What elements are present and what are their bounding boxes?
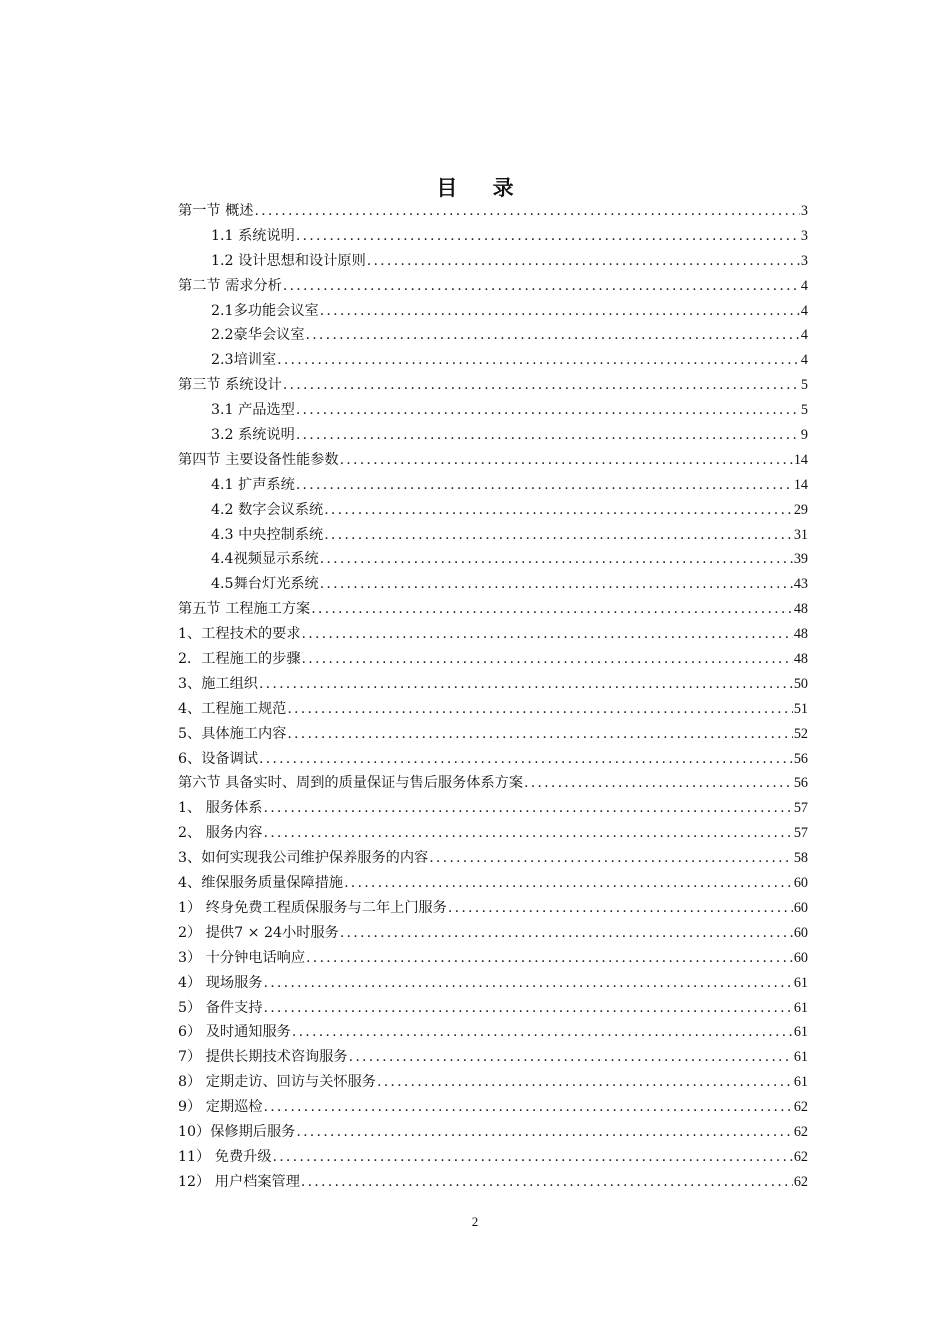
toc-entry-title: 4.5舞台灯光系统	[211, 576, 319, 593]
toc-entry[interactable]	[178, 897, 808, 922]
toc-entry-title: 第五节 工程施工方案	[178, 601, 311, 618]
toc-entry-page: 62	[793, 1099, 808, 1116]
dot-leader	[277, 352, 800, 368]
dot-leader	[448, 900, 793, 916]
toc-entry[interactable]	[178, 1121, 808, 1146]
toc-entry-title: 5、具体施工内容	[178, 725, 287, 742]
dot-leader	[324, 527, 793, 543]
dot-leader	[296, 402, 800, 418]
toc-entry[interactable]	[178, 723, 808, 748]
toc-entry-title: 4.3 中央控制系统	[211, 526, 324, 543]
toc-entry[interactable]	[178, 922, 808, 947]
toc-entry-page: 39	[793, 551, 808, 568]
toc-entry[interactable]	[178, 200, 808, 225]
toc-entry-title: 第六节 具备实时、周到的质量保证与售后服务体系方案	[178, 775, 524, 792]
toc-entry-page: 62	[793, 1173, 808, 1190]
toc-entry-page: 60	[793, 899, 808, 916]
toc-entry-title: 2） 提供7 × 24小时服务	[178, 924, 339, 941]
toc-entry-page: 62	[793, 1123, 808, 1140]
dot-leader	[283, 278, 800, 294]
dot-leader	[349, 1049, 793, 1065]
toc-entry-title: 4.2 数字会议系统	[211, 501, 324, 518]
toc-entry-title: 1、 服务体系	[178, 800, 263, 817]
dot-leader	[273, 1149, 793, 1165]
toc-entry-title: 2.2豪华会议室	[211, 327, 305, 344]
toc-entry[interactable]	[178, 623, 808, 648]
toc-entry-page: 61	[793, 1049, 808, 1066]
toc-entry[interactable]	[178, 1021, 808, 1046]
toc-entry[interactable]	[178, 648, 808, 673]
toc-entry-page: 14	[793, 476, 808, 493]
toc-entry[interactable]	[178, 374, 808, 399]
toc-entry-title: 4、维保服务质量保障措施	[178, 875, 344, 892]
toc-entry[interactable]	[178, 772, 808, 797]
toc-entry-page: 14	[793, 451, 808, 468]
toc-entry-page: 31	[793, 526, 808, 543]
toc-entry[interactable]	[178, 748, 808, 773]
toc-entry[interactable]	[178, 673, 808, 698]
toc-entry[interactable]	[178, 424, 808, 449]
dot-leader	[324, 502, 793, 518]
toc-entry-page: 58	[793, 850, 808, 867]
dot-leader	[524, 775, 793, 791]
dot-leader	[263, 825, 792, 841]
toc-entry[interactable]	[178, 324, 808, 349]
dot-leader	[377, 1074, 793, 1090]
dot-leader	[344, 875, 793, 891]
toc-entry[interactable]	[178, 1071, 808, 1096]
toc-entry[interactable]	[178, 250, 808, 275]
toc-entry[interactable]	[178, 573, 808, 598]
toc-title: 目 录	[436, 175, 528, 200]
toc-entry-page: 60	[793, 875, 808, 892]
toc-entry[interactable]	[178, 797, 808, 822]
toc-entry[interactable]	[178, 972, 808, 997]
toc-entry-title: 3、施工组织	[178, 675, 258, 692]
toc-entry[interactable]	[178, 524, 808, 549]
dot-leader	[259, 676, 793, 692]
toc-entry-page: 48	[793, 651, 808, 668]
toc-entry-title: 1.2 设计思想和设计原则	[211, 252, 366, 269]
toc-entry-title: 7） 提供长期技术咨询服务	[178, 1049, 348, 1066]
toc-entry-title: 第四节 主要设备性能参数	[178, 451, 339, 468]
toc-entry-title: 4.1 扩声系统	[211, 476, 295, 493]
toc-entry-page: 4	[800, 302, 808, 319]
dot-leader	[263, 975, 792, 991]
dot-leader	[340, 452, 793, 468]
toc-entry-page: 4	[800, 277, 808, 294]
toc-entry[interactable]	[178, 275, 808, 300]
dot-leader	[287, 726, 792, 742]
toc-entry-page: 52	[793, 725, 808, 742]
toc-entry-page: 29	[793, 501, 808, 518]
toc-entry[interactable]	[178, 847, 808, 872]
toc-entry-page: 60	[793, 949, 808, 966]
toc-entry-page: 61	[793, 974, 808, 991]
toc-entry-title: 3.1 产品选型	[211, 402, 295, 419]
toc-entry-page: 3	[800, 252, 808, 269]
dot-leader	[302, 651, 793, 667]
toc-entry-page: 5	[800, 402, 808, 419]
toc-entry-title: 4.4视频显示系统	[211, 551, 319, 568]
toc-entry-title: 11） 免费升级	[178, 1148, 272, 1165]
toc-entry[interactable]	[178, 548, 808, 573]
dot-leader	[263, 800, 792, 816]
toc-entry[interactable]	[178, 399, 808, 424]
toc-entry-page: 9	[800, 427, 808, 444]
toc-entry[interactable]	[178, 225, 808, 250]
toc-entry-page: 57	[793, 800, 808, 817]
toc-entry-page: 56	[793, 750, 808, 767]
toc-entry-title: 10）保修期后服务	[178, 1123, 296, 1140]
toc-entry-title: 第一节 概述	[178, 203, 254, 219]
toc-entry-page: 5	[800, 377, 808, 394]
toc-entry[interactable]	[178, 872, 808, 897]
toc-entry-title: 2．工程施工的步骤	[178, 651, 301, 668]
toc-entry[interactable]	[178, 947, 808, 972]
dot-leader	[306, 950, 793, 966]
dot-leader	[311, 601, 793, 617]
toc-entry-title: 2.3培训室	[211, 352, 277, 369]
toc-entry-title: 1、工程技术的要求	[178, 626, 301, 643]
dot-leader	[296, 228, 800, 244]
dot-leader	[283, 377, 800, 393]
toc-entry-page: 4	[800, 327, 808, 344]
toc-entry[interactable]	[178, 349, 808, 374]
page-number: 2	[471, 1214, 479, 1229]
toc-entry[interactable]	[178, 822, 808, 847]
toc-entry-page: 48	[793, 601, 808, 618]
toc-entry-page: 60	[793, 924, 808, 941]
toc-entry[interactable]	[178, 698, 808, 723]
toc-entry-page: 62	[793, 1148, 808, 1165]
toc-entry[interactable]	[178, 1096, 808, 1121]
toc-entry-title: 1.1 系统说明	[211, 227, 295, 244]
toc-entry-page: 61	[793, 1024, 808, 1041]
toc-entry-page: 43	[793, 576, 808, 593]
toc-entry-title: 第三节 系统设计	[178, 377, 282, 394]
dot-leader	[320, 576, 793, 592]
toc-entry-title: 9） 定期巡检	[178, 1099, 263, 1116]
toc-entry-page: 3	[800, 203, 808, 219]
toc-entry-page: 48	[793, 626, 808, 643]
toc-entry[interactable]	[178, 1171, 808, 1196]
dot-leader	[254, 203, 799, 219]
toc-entry[interactable]	[178, 1046, 808, 1071]
dot-leader	[296, 427, 800, 443]
toc-entry-page: 51	[793, 700, 808, 717]
dot-leader	[287, 701, 792, 717]
toc-entry-title: 3） 十分钟电话响应	[178, 949, 306, 966]
toc-entry[interactable]	[178, 1146, 808, 1171]
toc-entry-title: 3、如何实现我公司维护保养服务的内容	[178, 850, 429, 867]
toc-entry-title: 6、设备调试	[178, 750, 258, 767]
toc-entry-page: 57	[793, 825, 808, 842]
toc-entry-title: 第二节 需求分析	[178, 277, 282, 294]
dot-leader	[296, 477, 793, 493]
dot-leader	[320, 551, 793, 567]
dot-leader	[296, 1124, 792, 1140]
toc-entry-title: 8） 定期走访、回访与关怀服务	[178, 1074, 376, 1091]
dot-leader	[340, 925, 793, 941]
toc-entry[interactable]	[178, 598, 808, 623]
toc-entry-page: 61	[793, 999, 808, 1016]
toc-entry[interactable]	[178, 474, 808, 499]
table-of-contents	[178, 200, 808, 1196]
dot-leader	[259, 751, 793, 767]
toc-entry[interactable]	[178, 300, 808, 325]
toc-entry-page: 3	[800, 227, 808, 244]
dot-leader	[292, 1024, 793, 1040]
dot-leader	[306, 327, 800, 343]
toc-entry-title: 6） 及时通知服务	[178, 1024, 291, 1041]
toc-entry-title: 4） 现场服务	[178, 974, 263, 991]
toc-entry-title: 2、 服务内容	[178, 825, 263, 842]
toc-entry-title: 12） 用户档案管理	[178, 1173, 300, 1190]
toc-entry-page: 56	[793, 775, 808, 792]
toc-entry-title: 3.2 系统说明	[211, 427, 295, 444]
toc-entry-page: 4	[800, 352, 808, 369]
dot-leader	[263, 1000, 792, 1016]
dot-leader	[302, 626, 793, 642]
toc-entry-page: 50	[793, 675, 808, 692]
toc-entry[interactable]	[178, 449, 808, 474]
toc-entry-page: 61	[793, 1074, 808, 1091]
toc-entry[interactable]	[178, 997, 808, 1022]
toc-entry-title: 4、工程施工规范	[178, 700, 287, 717]
toc-entry-title: 2.1多功能会议室	[211, 302, 319, 319]
dot-leader	[263, 1099, 792, 1115]
toc-entry[interactable]	[178, 499, 808, 524]
dot-leader	[367, 253, 800, 269]
toc-entry-title: 1） 终身免费工程质保服务与二年上门服务	[178, 899, 447, 916]
dot-leader	[429, 850, 793, 866]
dot-leader	[320, 303, 800, 319]
dot-leader	[301, 1174, 793, 1190]
toc-entry-title: 5） 备件支持	[178, 999, 263, 1016]
